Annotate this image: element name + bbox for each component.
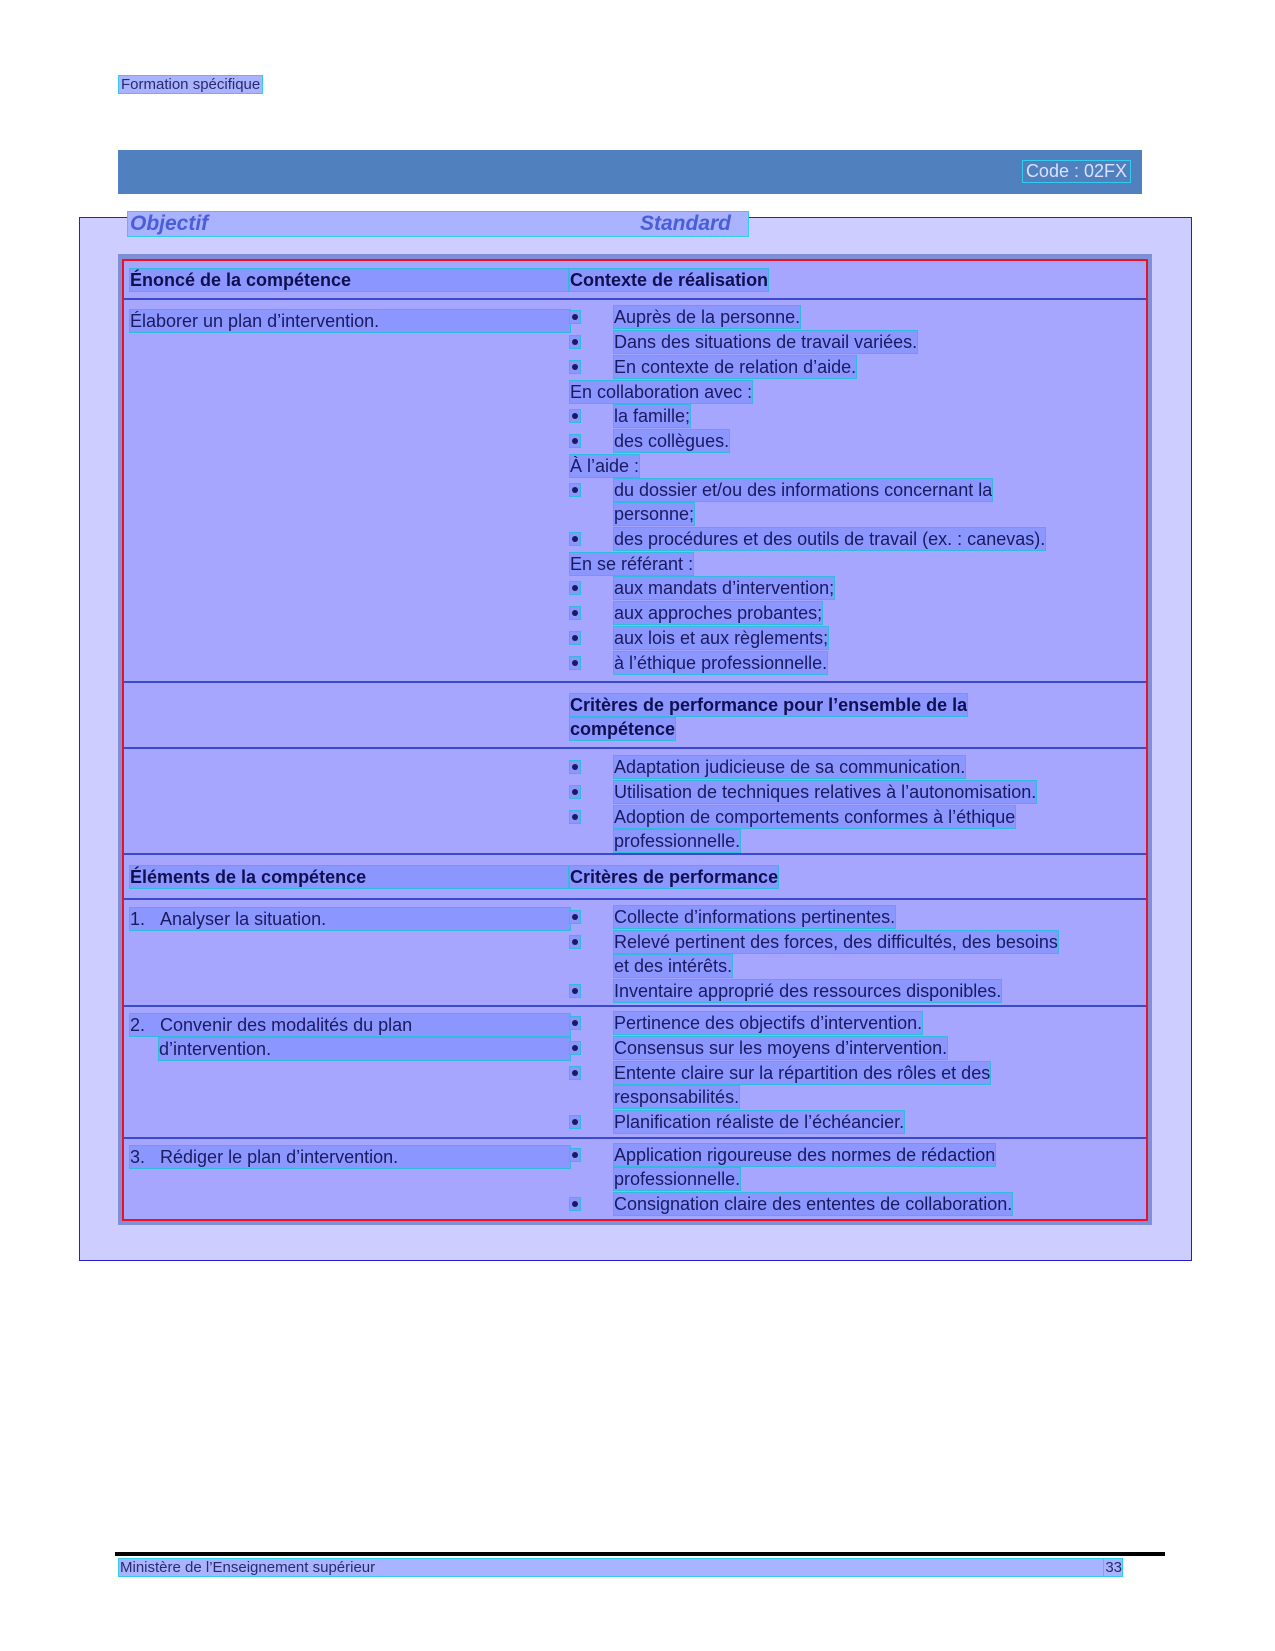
list-item: Adaptation judicieuse de sa communication. bbox=[614, 757, 966, 777]
list-item: Utilisation de techniques relatives à l’autonomisation. bbox=[614, 782, 1037, 802]
list-item: la famille; bbox=[614, 406, 691, 426]
row-divider bbox=[124, 747, 1146, 749]
bullet-icon bbox=[570, 1116, 580, 1128]
element-number: 2. bbox=[130, 1015, 146, 1035]
element-3-label bbox=[130, 1146, 570, 1168]
list-item: Inventaire approprié des ressources disponibles. bbox=[614, 981, 1002, 1001]
bullet-icon bbox=[570, 410, 580, 422]
list-item-cont: et des intérêts. bbox=[614, 956, 733, 976]
code-banner bbox=[118, 150, 1142, 194]
bullet-icon bbox=[570, 657, 580, 669]
row-divider bbox=[124, 298, 1146, 300]
row-divider bbox=[124, 681, 1146, 683]
element-text: Convenir des modalités du plan bbox=[160, 1015, 413, 1035]
list-item: Planification réaliste de l’échéancier. bbox=[614, 1112, 905, 1132]
list-item: En contexte de relation d’aide. bbox=[614, 357, 857, 377]
list-item: aux mandats d’intervention; bbox=[614, 578, 835, 598]
context-label: En se référant : bbox=[570, 554, 694, 574]
objectif-heading: Objectif bbox=[130, 212, 209, 235]
contexte-heading: Contexte de réalisation bbox=[570, 270, 769, 290]
bullet-icon bbox=[570, 336, 580, 348]
list-item-cont: personne; bbox=[614, 504, 695, 524]
criteres-heading: Critères de performance bbox=[570, 867, 779, 887]
list-item: des collègues. bbox=[614, 431, 730, 451]
list-item: Entente claire sur la répartition des rôles et des bbox=[614, 1063, 991, 1083]
element-number: 1. bbox=[130, 909, 146, 929]
list-item-cont: professionnelle. bbox=[614, 1169, 741, 1189]
bullet-icon bbox=[570, 936, 580, 948]
bullet-icon bbox=[570, 1149, 580, 1161]
list-item: aux approches probantes; bbox=[614, 603, 823, 623]
list-item: du dossier et/ou des informations concernant la bbox=[614, 480, 993, 500]
row-divider bbox=[124, 853, 1146, 855]
bullet-icon bbox=[570, 533, 580, 545]
list-item-cont: professionnelle. bbox=[614, 831, 741, 851]
bullet-icon bbox=[570, 1067, 580, 1079]
context-label: À l’aide : bbox=[570, 456, 640, 476]
row-divider bbox=[124, 1137, 1146, 1139]
objective-standard-header bbox=[128, 212, 748, 236]
row-divider bbox=[124, 1005, 1146, 1007]
element-1-label bbox=[130, 908, 570, 930]
bullet-icon bbox=[570, 1042, 580, 1054]
standard-heading: Standard bbox=[640, 212, 732, 235]
list-item: Dans des situations de travail variées. bbox=[614, 332, 918, 352]
row-divider bbox=[124, 898, 1146, 900]
list-item: Auprès de la personne. bbox=[614, 307, 801, 327]
bullet-icon bbox=[570, 435, 580, 447]
bullet-icon bbox=[570, 311, 580, 323]
enonce-heading: Énoncé de la compétence bbox=[130, 269, 568, 291]
list-item: aux lois et aux règlements; bbox=[614, 628, 829, 648]
element-2-label-cont: d’intervention. bbox=[159, 1038, 570, 1060]
element-text: Analyser la situation. bbox=[160, 909, 327, 929]
bullet-icon bbox=[570, 1017, 580, 1029]
list-item: Application rigoureuse des normes de rédaction bbox=[614, 1145, 996, 1165]
bullet-icon bbox=[570, 811, 580, 823]
bullet-icon bbox=[570, 1198, 580, 1210]
context-label: En collaboration avec : bbox=[570, 382, 753, 402]
bullet-icon bbox=[570, 911, 580, 923]
list-item: des procédures et des outils de travail (ex. : canevas). bbox=[614, 529, 1046, 549]
bullet-icon bbox=[570, 582, 580, 594]
bullet-icon bbox=[570, 786, 580, 798]
list-item: Pertinence des objectifs d’intervention. bbox=[614, 1013, 923, 1033]
list-item: à l’éthique professionnelle. bbox=[614, 653, 828, 673]
footer-ministry: Ministère de l’Enseignement supérieur bbox=[119, 1559, 1110, 1576]
running-header: Formation spécifique bbox=[121, 76, 261, 93]
bullet-icon bbox=[570, 761, 580, 773]
elements-heading: Éléments de la compétence bbox=[130, 866, 568, 888]
criteres-ensemble-heading-line2: compétence bbox=[570, 719, 676, 739]
list-item: Consensus sur les moyens d’intervention. bbox=[614, 1038, 948, 1058]
enonce-text: Élaborer un plan d’intervention. bbox=[130, 310, 570, 332]
element-text: Rédiger le plan d’intervention. bbox=[160, 1147, 399, 1167]
element-number: 3. bbox=[130, 1147, 146, 1167]
bullet-icon bbox=[570, 607, 580, 619]
list-item: Consignation claire des ententes de collaboration. bbox=[614, 1194, 1013, 1214]
list-item: Adoption de comportements conformes à l’éthique bbox=[614, 807, 1016, 827]
element-2-label bbox=[130, 1014, 570, 1036]
list-item: Relevé pertinent des forces, des difficultés, des besoins bbox=[614, 932, 1058, 952]
list-item-cont: responsabilités. bbox=[614, 1087, 740, 1107]
bullet-icon bbox=[570, 632, 580, 644]
bullet-icon bbox=[570, 484, 580, 496]
footer-rule bbox=[115, 1552, 1165, 1556]
bullet-icon bbox=[570, 985, 580, 997]
page-number: 33 bbox=[1105, 1559, 1122, 1576]
list-item: Collecte d’informations pertinentes. bbox=[614, 907, 896, 927]
criteres-ensemble-heading-line1: Critères de performance pour l’ensemble de la bbox=[570, 695, 968, 715]
bullet-icon bbox=[570, 361, 580, 373]
competency-code: Code : 02FX bbox=[1023, 161, 1130, 182]
